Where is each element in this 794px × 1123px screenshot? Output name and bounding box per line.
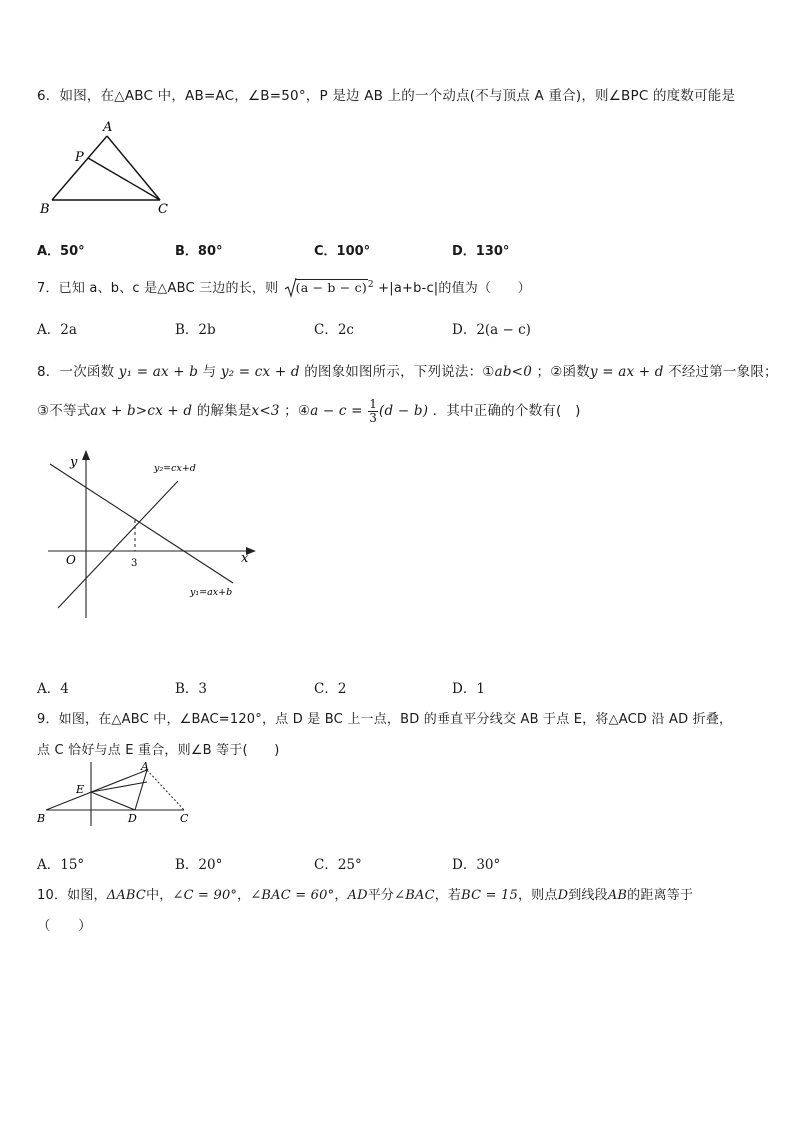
linear-functions-graph	[40, 448, 270, 633]
vertex-label-b: B	[40, 202, 50, 217]
question-10-line-2: （ ）	[37, 918, 92, 934]
q8-option-c[interactable]: C．2	[314, 681, 347, 697]
exponent: 2	[367, 279, 374, 290]
vertex-label-b: B	[37, 812, 46, 825]
q10-text-m: ，则点	[517, 888, 558, 903]
fraction-one-third	[368, 398, 378, 424]
vertex-label-a: A	[141, 760, 149, 773]
sqrt-expression	[285, 280, 374, 296]
q8-text-c: 的图象如图所示，下列说法：①	[304, 364, 495, 380]
q6-option-c[interactable]: C．100°	[314, 244, 371, 259]
radicand: (a − b − c)	[295, 280, 367, 295]
question-8-line-1	[37, 360, 778, 380]
q6-option-a[interactable]: A．50°	[37, 244, 85, 259]
q7-option-c[interactable]: C．2c	[314, 322, 354, 338]
point-label-d: D	[128, 812, 137, 825]
statement-2: y = ax + d	[589, 364, 664, 380]
y-axis-label: y	[70, 455, 78, 470]
q7-option-b[interactable]: B．2b	[175, 322, 216, 338]
q10-text-e: ，	[237, 888, 251, 903]
q10-text-k: ，若	[434, 888, 462, 903]
line-label-y2: y₂=cx+d	[154, 463, 196, 474]
q10-text-c: 中，	[146, 888, 173, 903]
q8-option-d[interactable]: D．1	[452, 681, 485, 697]
q7-option-d[interactable]: D．2(a − c)	[452, 322, 531, 338]
vertex-label-a: A	[103, 120, 113, 135]
statement-4-left: a − c =	[310, 403, 363, 419]
q10-text-g: ，	[334, 888, 348, 903]
statement-4-right: (d − b)	[379, 403, 429, 419]
q8-text-i: ．其中正确的个数有( )	[432, 403, 581, 419]
q10-text-q: 的距离等于	[627, 888, 694, 903]
vertex-label-c: C	[158, 202, 168, 217]
vertex-label-p: P	[75, 150, 84, 165]
q6-option-d[interactable]: D．130°	[452, 244, 510, 259]
vertex-label-c: C	[180, 812, 189, 825]
triangle-name: ΔABC	[106, 888, 147, 903]
q7-suffix: +|a+b-c|的值为（ ）	[378, 281, 531, 296]
q9-option-c[interactable]: C．25°	[314, 857, 362, 873]
q9-option-a[interactable]: A．15°	[37, 857, 85, 873]
q8-option-a[interactable]: A．4	[37, 681, 69, 697]
q8-text-d: ；②函数	[536, 364, 590, 380]
q8-option-b[interactable]: B．3	[175, 681, 208, 697]
point-label-e: E	[76, 783, 85, 796]
question-9-line-1: 9．如图，在△ABC 中，∠BAC=120°，点 D 是 BC 上一点，BD 的垂直平分线交 AB 于点 E，将△ACD 沿 AD 折叠，	[37, 712, 733, 727]
origin-label: O	[66, 553, 76, 567]
fraction-numerator: 1	[369, 397, 378, 411]
question-6-text: 6．如图，在△ABC 中，AB=AC，∠B=50°，P 是边 AB 上的一个动点(不与顶点 A 重合)，则∠BPC 的度数可能是	[37, 88, 736, 104]
q8-text-e: 不经过第一象限；	[668, 364, 778, 380]
bc-length-condition: BC = 15	[461, 888, 518, 903]
q10-text-a: 10．如图，	[37, 888, 107, 903]
q7-option-a[interactable]: A．2a	[37, 322, 77, 338]
angle-bac-condition: ∠BAC = 60°	[250, 888, 335, 903]
question-9-line-2: 点 C 恰好与点 E 重合，则∠B 等于( )	[37, 743, 280, 758]
q8-text-b: 与	[202, 364, 217, 380]
fraction-denominator: 3	[369, 411, 378, 425]
q7-prefix: 7．已知 a、b、c 是△ABC 三边的长，则	[37, 281, 279, 296]
line-label-y1: y₁=ax+b	[190, 587, 233, 598]
question-8-line-2	[37, 398, 581, 424]
statement-3: ax + b>cx + d	[90, 403, 193, 419]
q8-text-a: 8．一次函数	[37, 364, 115, 380]
q10-text-o: 到线段	[568, 888, 608, 903]
statement-1: ab<0	[494, 364, 532, 380]
q9-option-b[interactable]: B．20°	[175, 857, 223, 873]
point-d: D	[557, 888, 569, 903]
angle-c-condition: ∠C = 90°	[172, 888, 238, 903]
segment-ad: AD	[347, 888, 368, 903]
segment-ab: AB	[607, 888, 628, 903]
statement-3-solution: x<3	[251, 403, 280, 419]
q9-option-d[interactable]: D．30°	[452, 857, 501, 873]
x-axis-label: x	[241, 551, 249, 566]
q10-text-i: 平分	[367, 888, 395, 903]
folded-triangle-figure-q9	[36, 760, 206, 830]
q6-option-b[interactable]: B．80°	[175, 244, 223, 259]
q8-text-g: 的解集是	[196, 403, 252, 419]
tick-label-3: 3	[131, 558, 138, 569]
question-7-text	[37, 277, 531, 296]
function-y2: y₂ = cx + d	[220, 364, 300, 380]
triangle-abc-figure-q6	[40, 120, 180, 220]
function-y1: y₁ = ax + b	[118, 364, 199, 380]
q8-text-f: ③不等式	[37, 403, 91, 419]
q8-text-h: ；④	[284, 403, 311, 419]
question-10-line-1	[37, 884, 693, 903]
angle-bac: ∠BAC	[394, 888, 435, 903]
sqrt-sign-icon	[285, 277, 297, 299]
